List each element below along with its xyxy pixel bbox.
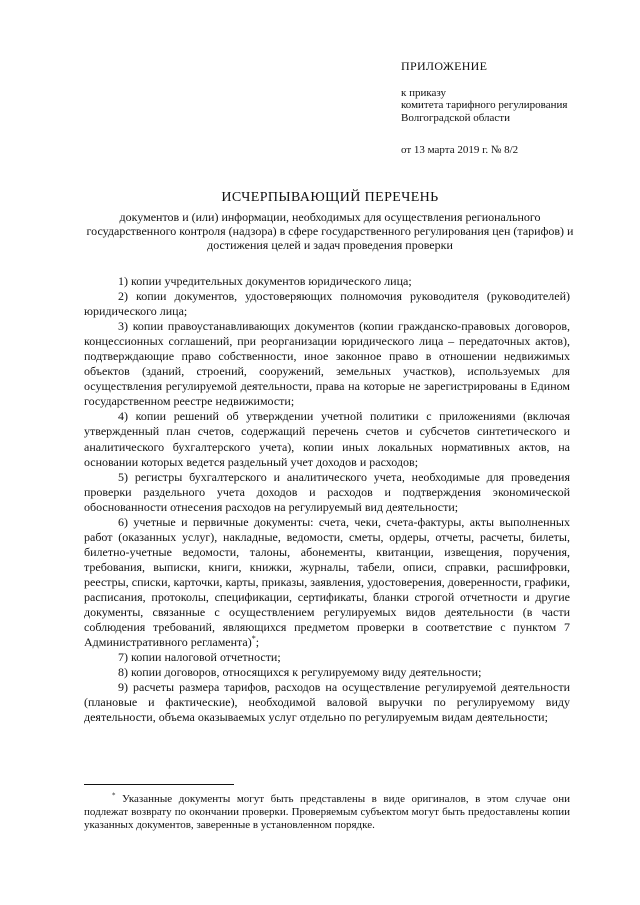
list-item-7: 7) копии налоговой отчетности;: [118, 650, 281, 665]
list-item-4: 4) копии решений об утверждении учетной политики с приложениями (включая утвержденный план счетов, содержащий перечень счетов и субсчетов синтетического и аналитического бухгалтерского учета), копии иных локальных нормативных актов, на основании которых ведется раздельный учет доходов и расходов;: [84, 409, 570, 469]
title-block: [80, 190, 580, 252]
footnote-reference: *: [251, 634, 256, 644]
appendix-date: от 13 марта 2019 г. № 8/2: [401, 144, 519, 156]
document-title: ИСЧЕРПЫВАЮЩИЙ ПЕРЕЧЕНЬ: [221, 190, 439, 205]
appendix-committee: комитета тарифного регулирования: [401, 99, 568, 111]
appendix-to-order: к приказу: [401, 86, 447, 99]
list-item-1: 1) копии учредительных документов юридического лица;: [118, 274, 412, 288]
list-item-2: 2) копии документов, удостоверяющих полномочия руководителя (руководителей) юридического лица;: [84, 289, 570, 319]
footnote-mark: *: [112, 791, 116, 800]
document-body: [84, 274, 570, 725]
list-item-6-end: ;: [255, 635, 260, 650]
appendix-region: Волгоградской области: [401, 111, 510, 124]
list-item-6-text: 6) учетные и первичные документы: счета, чеки, счета-фактуры, акты выполненных работ (оказанных услуг), накладные, ведомости, сметы, ордеры, отчеты, расчеты, билеты, билетно-учетные ведомости, талоны, абонементы, квитанции, извещения, поручения, требования, выписки, книги, книжки, журналы, табели, описи, справки, расшифровки, реестры, списки, карточки, карты, приказы, заявления, удостоверения, доверенности, графики, расписания, протоколы, спецификации, сертификаты, бланки строгой отчетности и другие документы, связанные с осуществлением регулируемых видов деятельности (в части соблюдения требований, являющихся предметом проверки в соответствие с пунктом 7 Административного регламента): [84, 514, 570, 650]
list-item-3: 3) копии правоустанавливающих документов (копии гражданско-правовых договоров, концессионных соглашений, при реорганизации юридического лица – передаточных актов), подтверждающие право собственности, иное законное право в отношении недвижимых объектов (зданий, строений, сооружений, земельных участков), используемых для осуществления регулируемой деятельности, права на которые не зарегистрированы в Едином государственном реестре недвижимости;: [84, 319, 570, 409]
list-item-6: [84, 515, 570, 650]
appendix-label: ПРИЛОЖЕНИЕ: [401, 59, 488, 73]
list-item-8: 8) копии договоров, относящихся к регулируемому виду деятельности;: [118, 665, 482, 680]
appendix-block: [401, 60, 621, 157]
document-subtitle: документов и (или) информации, необходимых для осуществления регионального государственного контроля (надзора) в сфере государственного регулирования цен (тарифов) и достижения целей и задач проведения проверки: [86, 210, 574, 252]
footnote-separator: [84, 784, 234, 785]
footnote: [84, 793, 570, 832]
list-item-5: 5) регистры бухгалтерского и аналитического учета, необходимые для проведения проверки раздельного учета доходов и расходов и подтверждения экономической обоснованности отнесения расходов на регулируемый вид деятельности;: [84, 469, 570, 514]
list-item-9: 9) расчеты размера тарифов, расходов на осуществление регулируемой деятельности (плановые и фактические), необходимой валовой выручки по регулируемому виду деятельности, объема оказываемых услуг отдельно по регулируемым видам деятельности;: [84, 680, 570, 725]
footnote-text: Указанные документы могут быть представлены в виде оригиналов, в этом случае они подлежат возврату по окончании проверки. Проверяемым субъектом могут быть предоставлены копии указанных документов, заверенные в установленном порядке.: [84, 793, 570, 831]
